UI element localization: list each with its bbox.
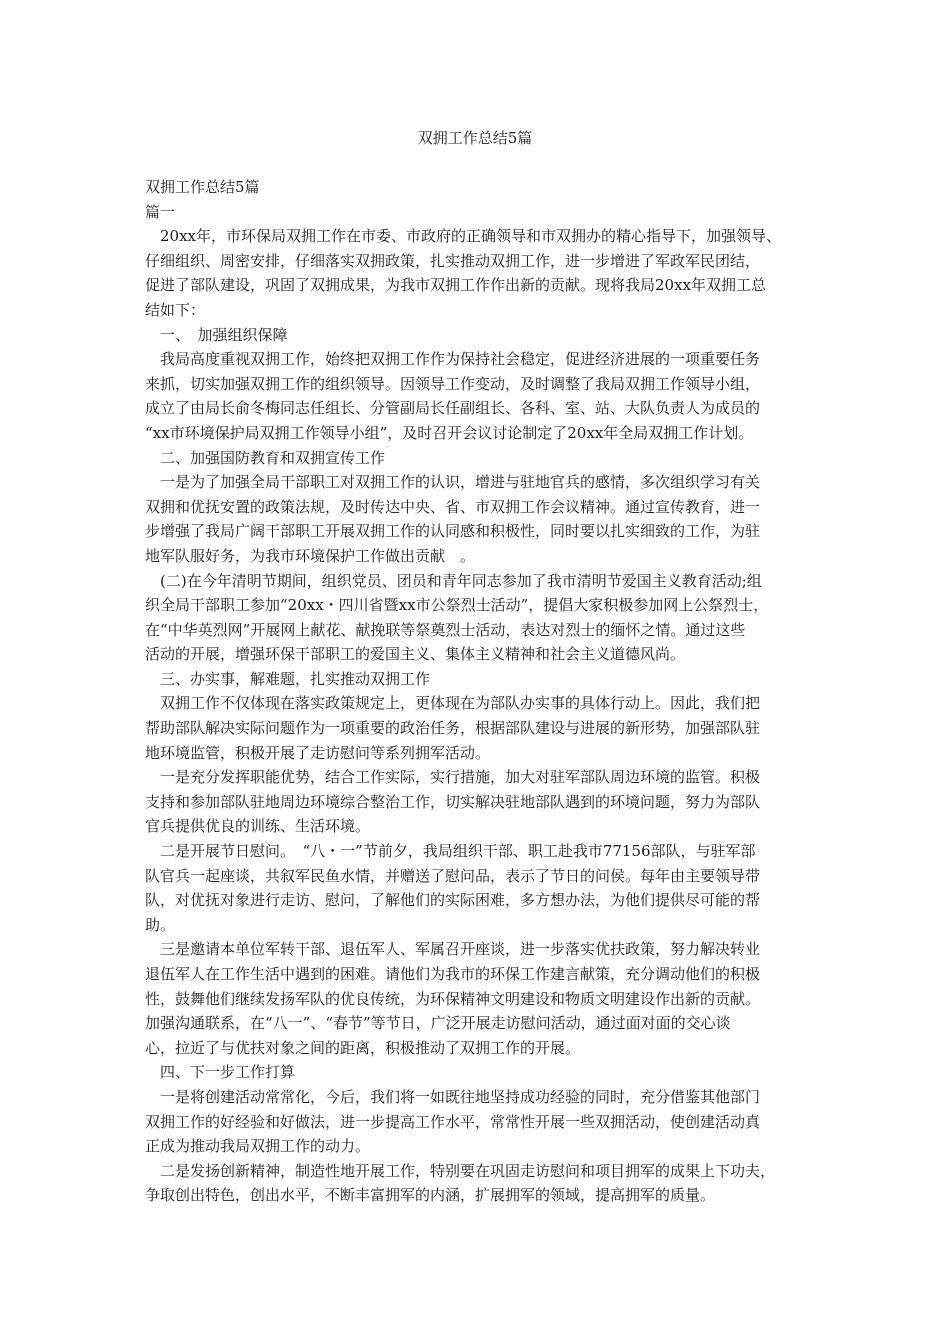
- document-line: 支持和参加部队驻地周边环境综合整治工作，切实解决驻地部队遇到的环境问题，努力为部队: [145, 792, 761, 811]
- document-line: 一是为了加强全局干部职工对双拥工作的认识，增进与驻地官兵的感情，多次组织学习有关: [160, 473, 761, 492]
- document-line: 篇一: [145, 202, 176, 221]
- document-line: 二是开展节日慰问。 “八・一”节前夕，我局组织干部、职工赴我市77156部队，与驻军部: [160, 842, 756, 861]
- document-line: 四、下一步工作打算: [160, 1063, 296, 1082]
- document-line: 加强沟通联系，在“八一”、“春节”等节日，广泛开展走访慰问活动，通过面对面的交心谈: [145, 1014, 731, 1033]
- document-line: 20xx年，市环保局双拥工作在市委、市政府的正确领导和市双拥办的精心指导下，加强领导、: [160, 227, 782, 246]
- document-line: 结如下：: [145, 300, 206, 319]
- document-line: 一、 加强组织保障: [160, 325, 288, 344]
- document-line: (二)在今年清明节期间，组织党员、团员和青年同志参加了我市清明节爱国主义教育活动;组: [160, 571, 762, 590]
- document-line: 双拥和优抚安置的政策法规，及时传达中央、省、市双拥工作会议精神。通过宣传教育，进一: [145, 497, 761, 516]
- document-line: 促进了部队建设，巩固了双拥成果，为我市双拥工作作出新的贡献。现将我局20xx年双拥工总: [145, 276, 767, 295]
- document-line: 三是邀请本单位军转干部、退伍军人、军属召开座谈，进一步落实优扶政策，努力解决转业: [160, 940, 761, 959]
- document-line: 心，拉近了与优扶对象之间的距离，积极推动了双拥工作的开展。: [145, 1038, 581, 1057]
- document-line: 步增强了我局广阔干部职工开展双拥工作的认同感和积极性，同时要以扎实细致的工作，为驻: [145, 522, 761, 541]
- document-title: 双拥工作总结5篇: [417, 129, 533, 147]
- document-body: [145, 175, 813, 1208]
- document-line: 二、加强国防教育和双拥宣传工作: [160, 448, 386, 467]
- document-line: 我局高度重视双拥工作，始终把双拥工作作为保持社会稳定，促进经济进展的一项重要任务: [160, 350, 761, 369]
- document-line: 争取创出特色，创出水平，不断丰富拥军的内涵，扩展拥军的领域，提高拥军的质量。: [145, 1186, 716, 1205]
- document-line: 地环境监管，积极开展了走访慰问等系列拥军活动。: [145, 743, 491, 762]
- document-line: 退伍军人在工作生活中遇到的困难。请他们为我市的环保工作建言献策，充分调动他们的积极: [145, 965, 761, 983]
- document-line: 官兵提供优良的训练、生活环境。: [145, 817, 371, 836]
- document-line: 一是充分发挥职能优势，结合工作实际，实行措施，加大对驻军部队周边环境的监管。积极: [160, 768, 761, 787]
- document-line: 三、办实事，解难题，扎实推动双拥工作: [160, 669, 431, 688]
- document-line: 队官兵一起座谈，共叙军民鱼水情，并赠送了慰问品，表示了节日的问侯。每年由主要领导带: [145, 866, 761, 885]
- document-line: 在“中华英烈网”开展网上献花、献挽联等祭奠烈士活动，表达对烈士的缅怀之情。通过这些: [145, 620, 746, 639]
- document-line: 双拥工作总结5篇: [145, 178, 260, 196]
- document-line: 助。: [145, 915, 176, 934]
- document-line: 一是将创建活动常常化，今后，我们将一如既往地坚持成功经验的同时，充分借鉴其他部门: [160, 1087, 761, 1106]
- document-line: “xx市环境保护局双拥工作领导小组”，及时召开会议讨论制定了20xx年全局双拥工作计划。: [145, 423, 754, 442]
- document-line: 队，对优抚对象进行走访、慰问，了解他们的实际困难，多方想办法，为他们提供尽可能的帮: [145, 891, 761, 910]
- document-line: 双拥工作不仅体现在落实政策规定上，更体现在为部队办实事的具体行动上。因此，我们把: [160, 694, 761, 713]
- document-line: 仔细组织、周密安排，仔细落实双拥政策，扎实推动双拥工作，进一步增进了军政军民团结，: [145, 251, 761, 270]
- document-line: 性，鼓舞他们继续发扬军队的优良传统，为环保精神文明建设和物质文明建设作出新的贡献。: [145, 989, 761, 1008]
- document-line: 成立了由局长俞冬梅同志任组长、分管副局长任副组长、各科、室、站、大队负责人为成员的: [145, 399, 761, 418]
- document-line: 二是发扬创新精神，制造性地开展工作，特别要在巩固走访慰问和项目拥军的成果上下功夫，: [160, 1161, 776, 1180]
- document-line: 帮助部队解决实际问题作为一项重要的政治任务，根据部队建设与进展的新形势，加强部队驻: [145, 719, 761, 738]
- document-line: 活动的开展，增强环保干部职工的爱国主义、集体主义精神和社会主义道德风尚。: [145, 645, 686, 664]
- document-line: 来抓，切实加强双拥工作的组织领导。因领导工作变动，及时调整了我局双拥工作领导小组，: [145, 374, 761, 393]
- document-line: 正成为推动我局双拥工作的动力。: [145, 1137, 371, 1156]
- document-line: 双拥工作的好经验和好做法，进一步提高工作水平，常常性开展一些双拥活动，使创建活动真: [145, 1112, 761, 1131]
- document-line: 织全局干部职工参加“20xx・四川省暨xx市公祭烈士活动”，提倡大家积极参加网上公祭烈士，: [145, 596, 769, 615]
- document-line: 地军队服好务，为我市环境保护工作做出贡献 。: [145, 546, 476, 565]
